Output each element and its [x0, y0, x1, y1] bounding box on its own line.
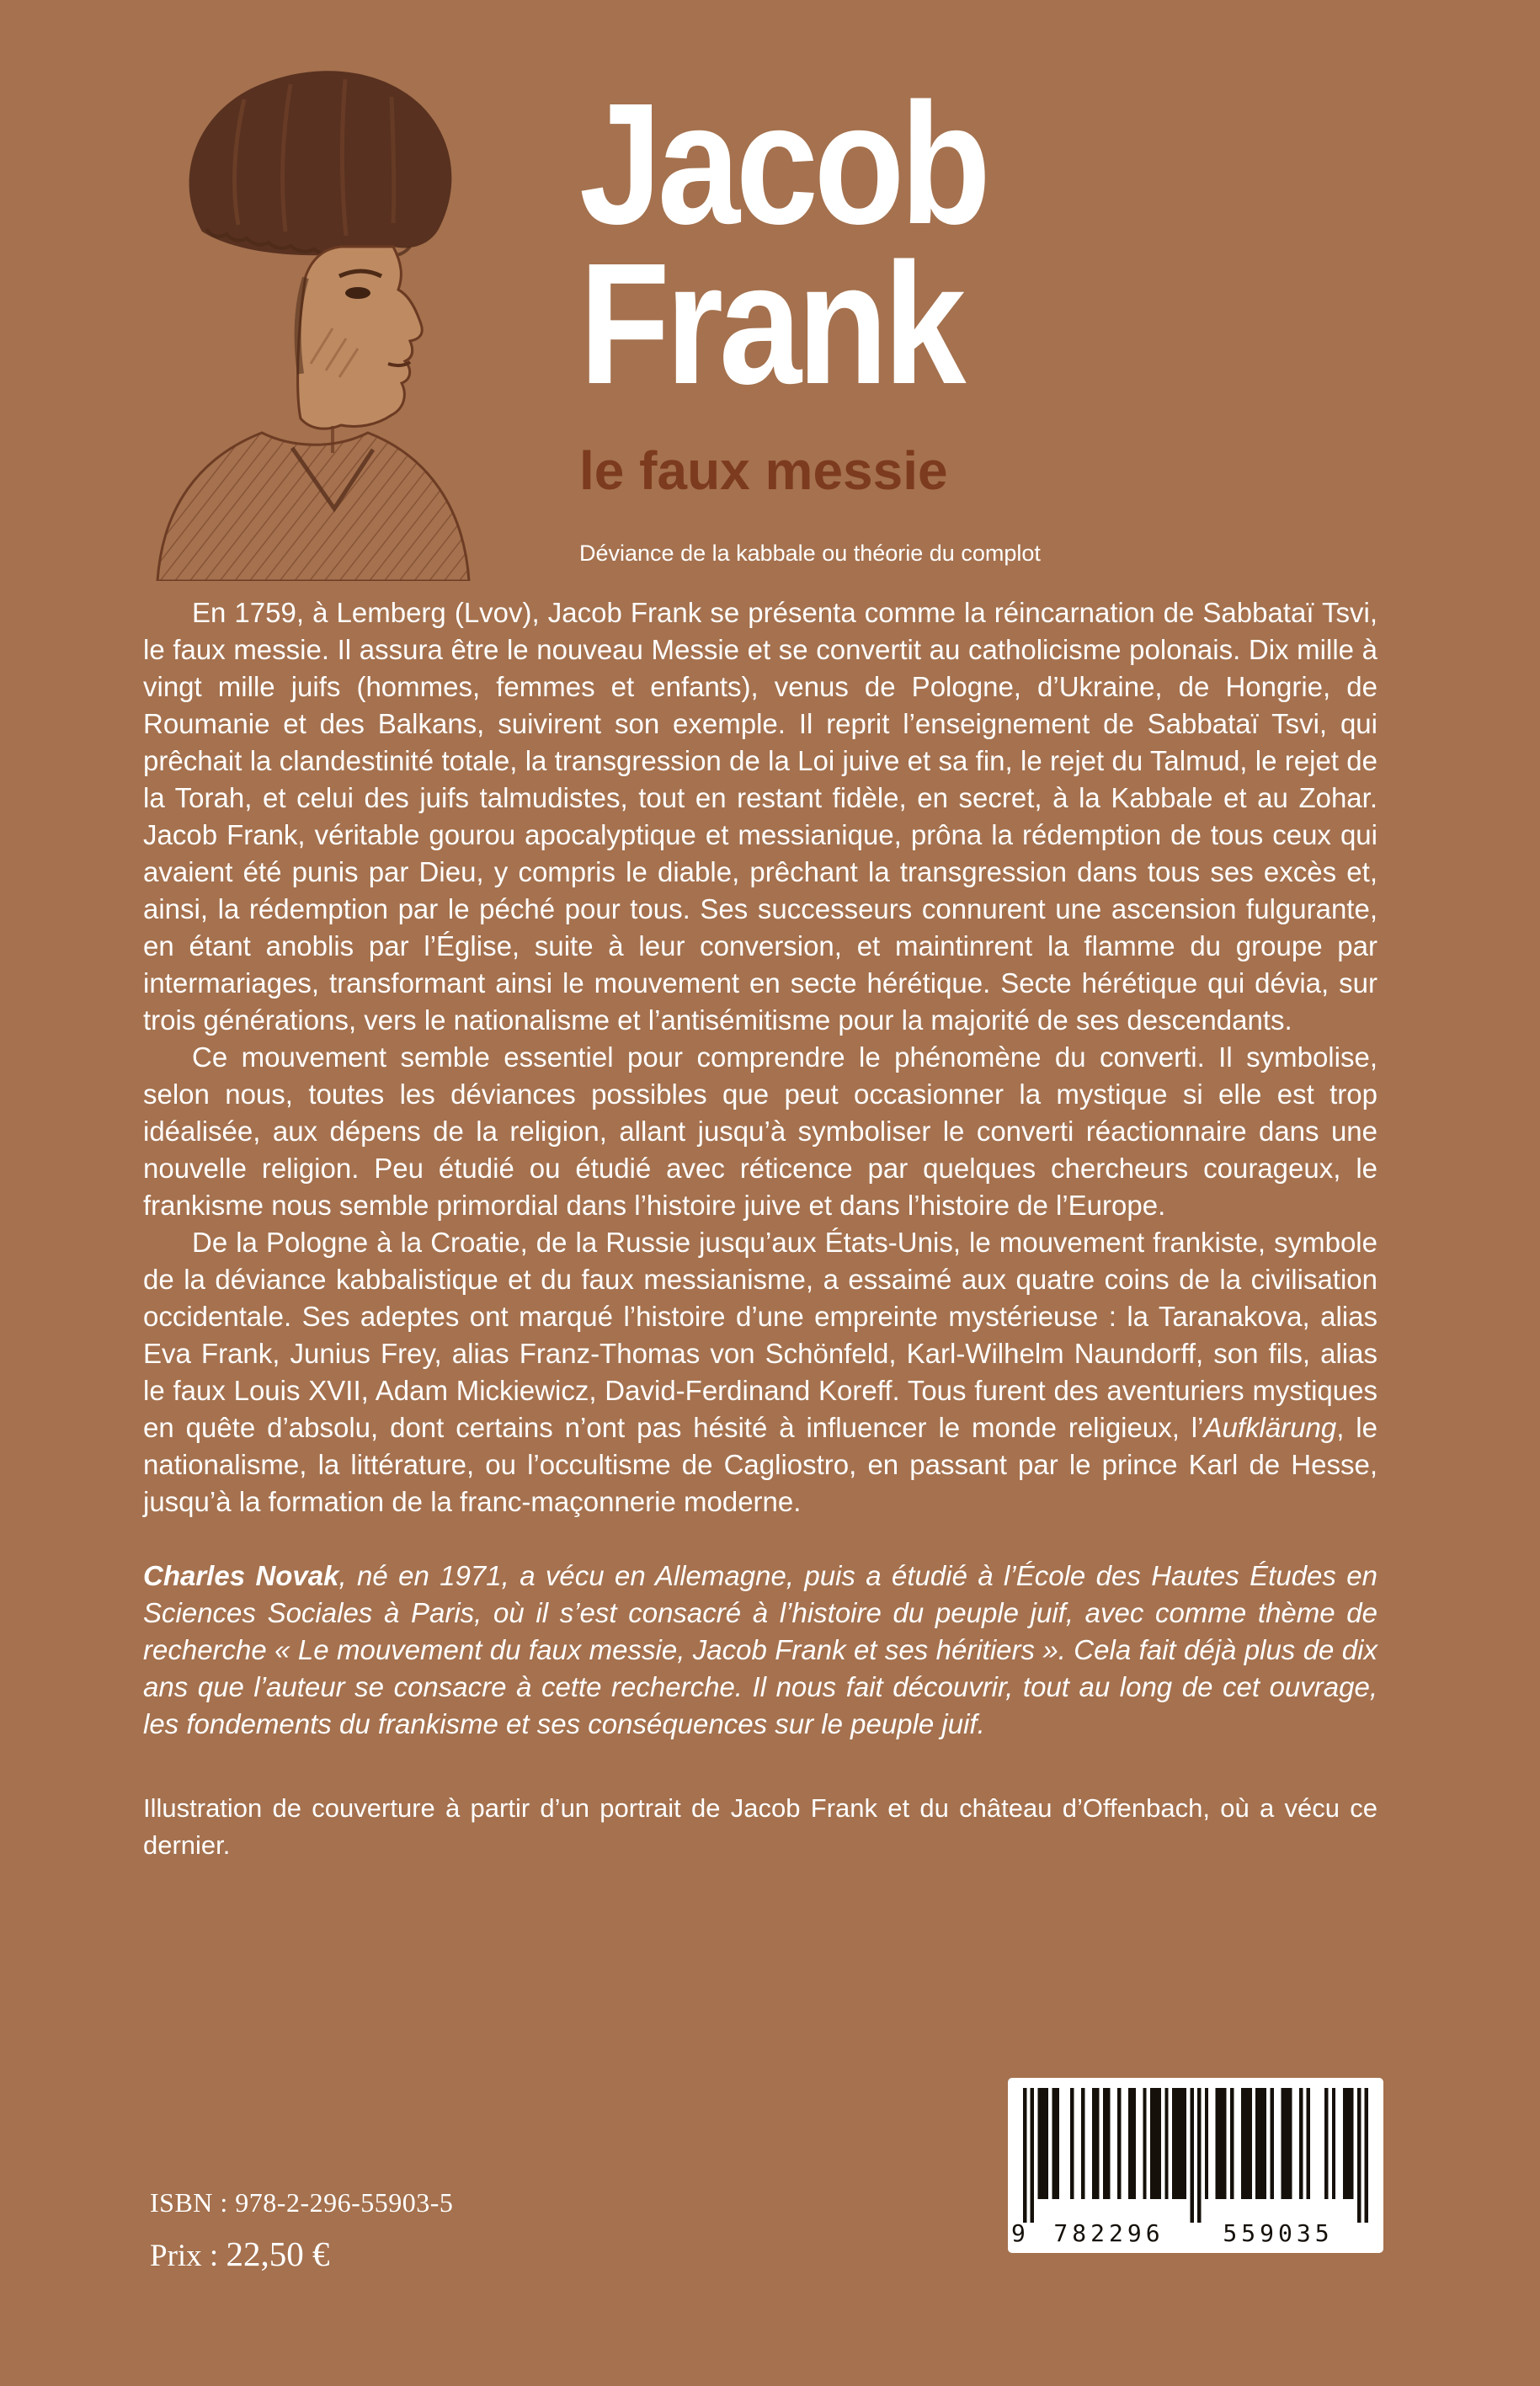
barcode-digits-left-group: 782296: [1053, 2219, 1164, 2247]
book-subtitle: le faux messie: [579, 440, 948, 501]
barcode-digits-right-group: 559035: [1223, 2219, 1334, 2247]
barcode-bars: [1023, 2088, 1368, 2223]
price-value: 22,50 €: [226, 2234, 330, 2273]
barcode: [1008, 2078, 1383, 2253]
barcode-number: [1011, 2219, 1368, 2248]
eye: [345, 287, 370, 299]
synopsis-paragraph-1: En 1759, à Lemberg (Lvov), Jacob Frank se présenta comme la réincarnation de Sabbataï Tsvi, le faux messie. Il assura être le nouveau Messie et se convertit au catholicisme polonais. Dix mille à vingt mille juifs (hommes, femmes et enfants), venus de Pologne, d’Ukraine, de Hongrie, de Roumanie et des Balkans, suivirent son exemple. Il reprit l’enseignement de Sabbataï Tsvi, qui prêchait la clandestinité totale, la transgression de la Loi juive et sa fin, le rejet du Talmud, le rejet de la Torah, et celui des juifs talmudistes, tout en restant fidèle, en secret, à la Kabbale et au Zohar. Jacob Frank, véritable gourou apocalyptique et messianique, prôna la rédemption de tous ceux qui avaient été punis par Dieu, y compris le diable, prêchant la transgression dans tous ses excès et, ainsi, la rédemption par le péché pour tous. Ses successeurs connurent une ascension fulgurante, en étant anoblis par l’Église, suite à leur conversion, et maintinrent la flamme du groupe par intermariages, transformant ainsi le mouvement en secte hérétique. Secte hérétique qui dévia, sur trois générations, vers le nationalisme et l’antisémitisme pour la majorité de ses descendants.: [143, 597, 1377, 1036]
price-label: Prix :: [150, 2239, 219, 2273]
title-block: [579, 67, 1052, 567]
book-tagline: Déviance de la kabbale ou théorie du complot: [579, 541, 1041, 566]
fur-hat-shape: [189, 71, 452, 255]
illustration-credit: Illustration de couverture à partir d’un portrait de Jacob Frank et du château d’Offenbach, où a vécu ce dernier.: [143, 1793, 1377, 1860]
coat-shape: [157, 433, 469, 581]
jacob-frank-portrait-sketch: [80, 51, 539, 581]
face-profile: [298, 247, 423, 429]
back-cover-text: [143, 594, 1377, 1864]
author-bio: Charles Novak, né en 1971, a vécu en Allemagne, puis a étudié à l’École des Hautes Études en Sciences Sociales à Paris, où il s’est consacré à l’histoire du peuple juif, avec comme thème de recherche « Le mouvement du faux messie, Jacob Frank et ses héritiers ». Cela fait déjà plus de dix ans que l’auteur se consacre à cette recherche. Il nous fait découvrir, tout au long de cet ouvrage, les fondements du frankisme et ses conséquences sur le peuple juif.: [143, 1560, 1377, 1739]
isbn: ISBN : 978-2-296-55903-5: [150, 2187, 454, 2218]
isbn-price-block: [150, 2187, 453, 2274]
barcode-digit-first: 9: [1011, 2219, 1026, 2247]
synopsis-paragraph-3: De la Pologne à la Croatie, de la Russie jusqu’aux États-Unis, le mouvement frankiste, symbole de la déviance kabbalistique et du faux messianisme, a essaimé aux quatre coins de la civilisation occidentale. Ses adeptes ont marqué l’histoire d’une empreinte mystérieuse : la Taranakova, alias Eva Frank, Junius Frey, alias Franz-Thomas von Schönfeld, Karl-Wilhelm Naundorff, son fils, alias le faux Louis XVII, Adam Mickiewicz, David-Ferdinand Koreff. Tous furent des aventuriers mystiques en quête d’absolu, dont certains n’ont pas hésité à influencer le monde religieux, l’Aufklärung, le nationalisme, la littérature, ou l’occultisme de Cagliostro, en passant par le prince Karl de Hesse, jusqu’à la formation de la franc-maçonnerie moderne.: [143, 1227, 1377, 1517]
book-title-line2: Frank: [579, 227, 962, 420]
price: [150, 2234, 453, 2274]
synopsis-paragraph-2: Ce mouvement semble essentiel pour comprendre le phénomène du converti. Il symbolise, selon nous, toutes les déviances possibles que peut occasionner la mystique si elle est trop idéalisée, aux dépens de la religion, allant jusqu’à symboliser le converti réactionnaire dans une nouvelle religion. Peu étudié ou étudié avec réticence par quelques chercheurs courageux, le frankisme nous semble primordial dans l’histoire juive et dans l’histoire de l’Europe.: [143, 1041, 1377, 1221]
book-title-line1: Jacob: [579, 67, 987, 260]
